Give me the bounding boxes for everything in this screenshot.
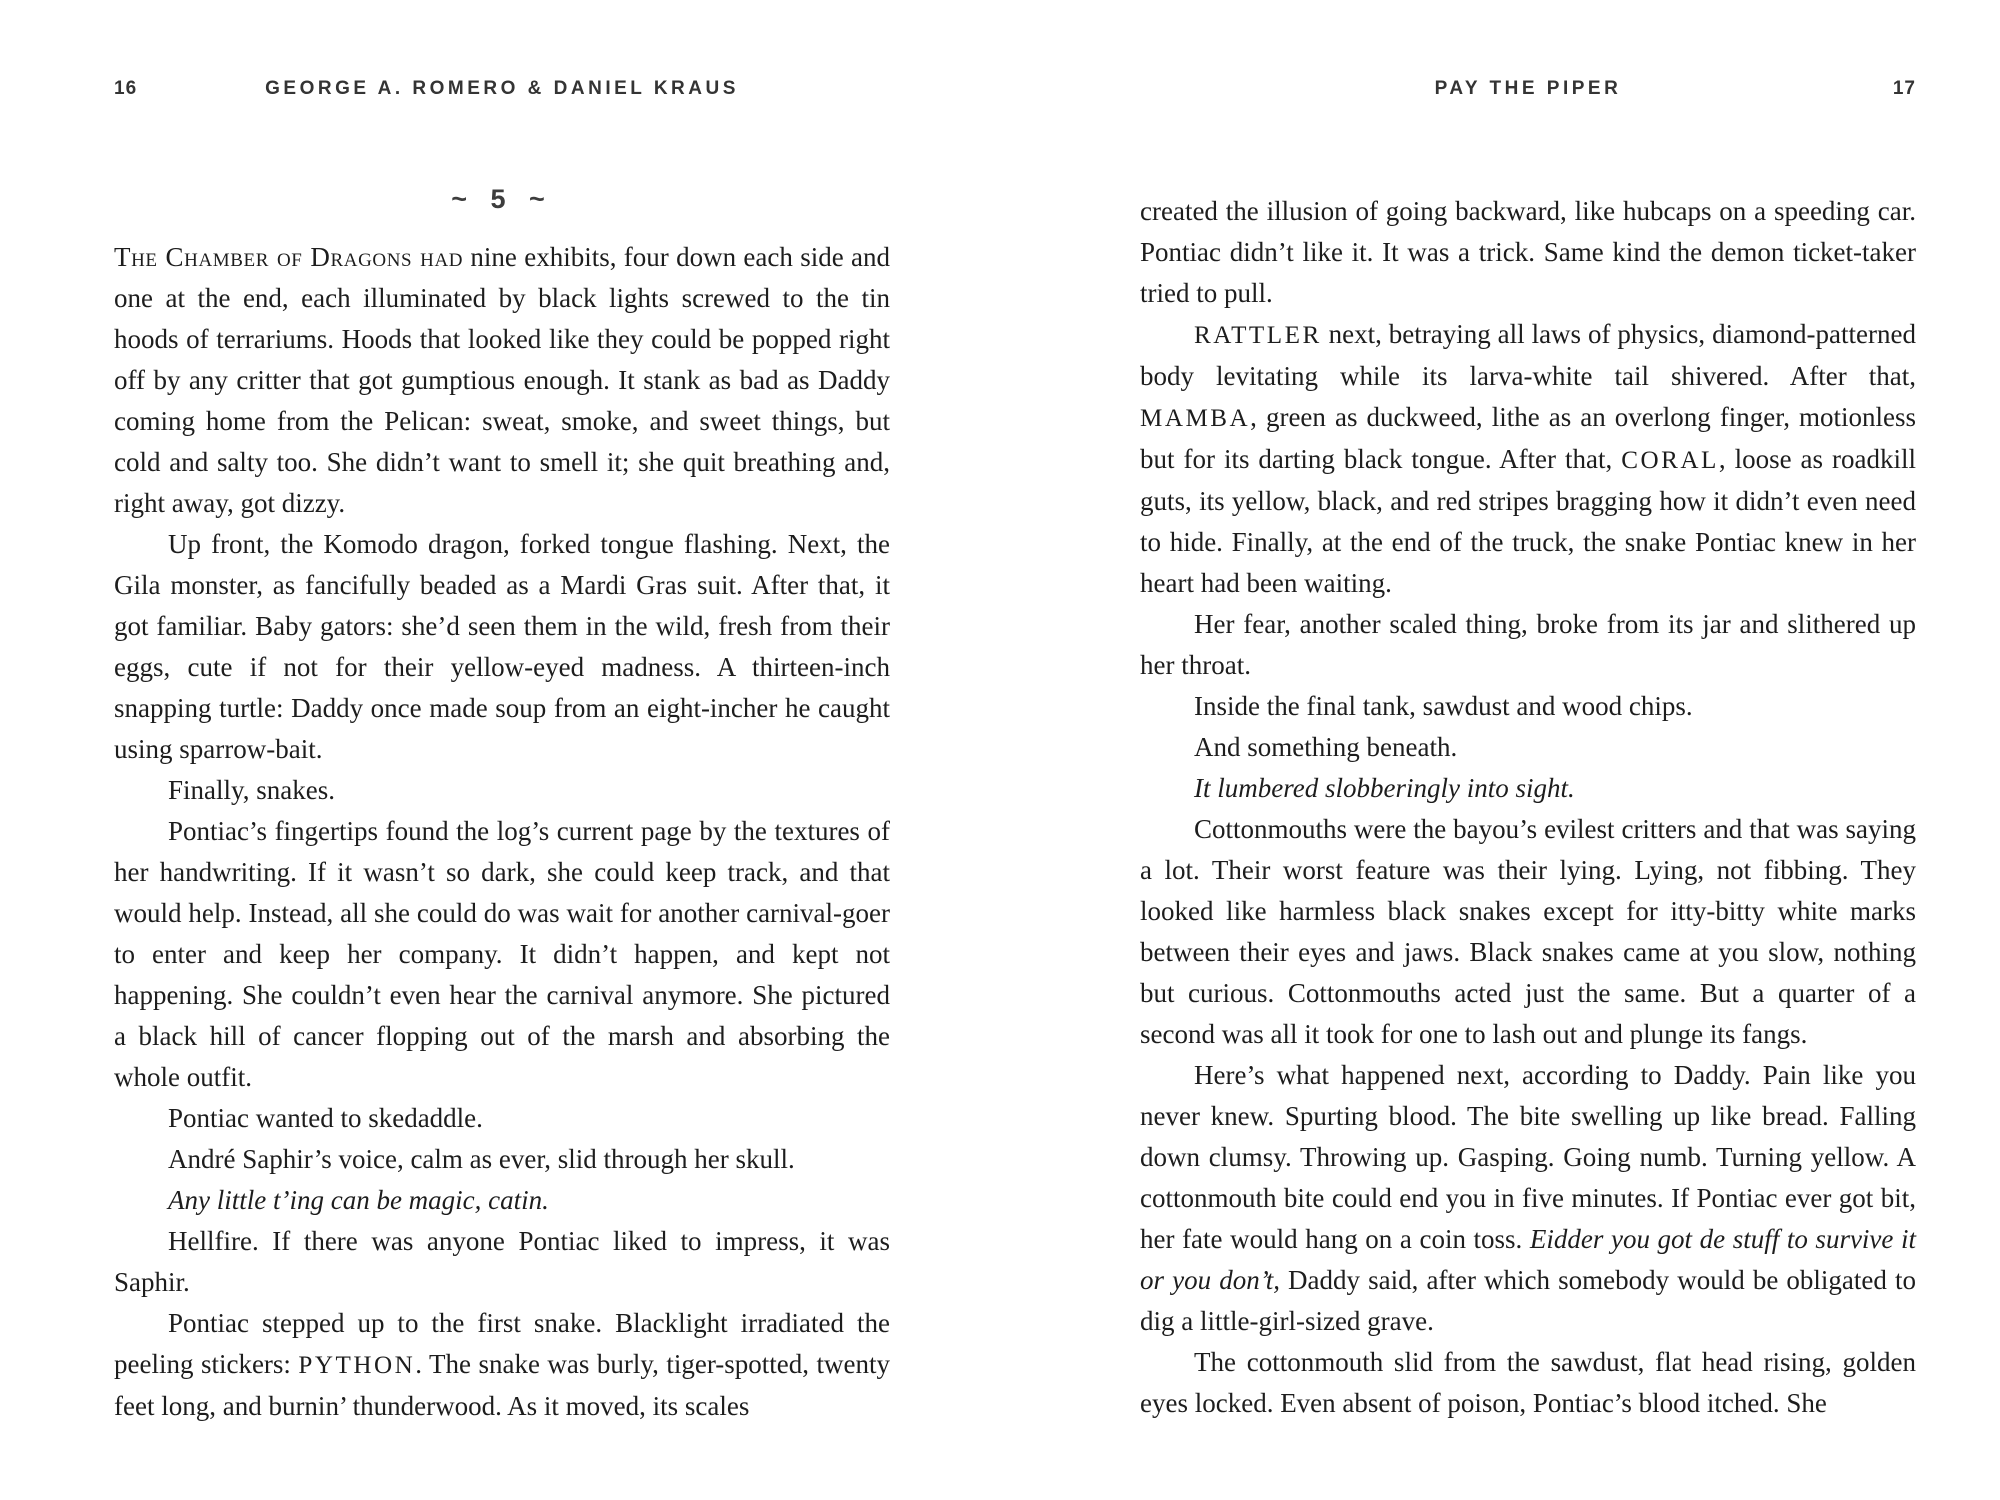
text-segment: Pontiac’s fingertips found the log’s current page by the textures of her handwriting. If it wasn’t so dark, she could keep track, and that would help. Instead, all she could do was wait for another carnival-goer to enter and keep her company. It didn’t happen, and kept not happening. She couldn’t even hear the carnival anymore. She pictured a black hill of cancer flopping out of the marsh and absorbing the whole outfit. [114,816,890,1092]
paragraph [114,770,890,811]
text-segment: Inside the final tank, sawdust and wood chips. [1194,691,1693,721]
page-header-left [114,78,890,104]
text-segment: Pontiac stepped up to the first snake. Blacklight irradiated the peeling stickers: [114,1308,890,1379]
text-segment: RATTLER [1194,322,1322,349]
page-header-right [1140,78,1916,104]
paragraph [114,1139,890,1180]
page-left [114,0,890,1500]
text-segment: The Chamber of Dragons had [114,242,464,272]
text-segment: Cottonmouths were the bayou’s evilest critters and that was saying a lot. Their worst feature was their lying. Lying, not fibbing. They looked like harmless black snakes except for itty-bitty white marks between their eyes and jaws. Black snakes came at you slow, nothing but curious. Cottonmouths acted just the same. But a quarter of a second was all it took for one to lash out and plunge its fangs. [1140,814,1916,1049]
paragraph [114,1221,890,1303]
page-number-left: 16 [114,78,138,99]
text-segment: MAMBA [1140,405,1251,432]
paragraph [1140,686,1916,727]
text-segment: Daddy said, after which somebody would be obligated to dig a little-girl-sized grave. [1140,1265,1916,1336]
running-header-left: GEORGE A. ROMERO & DANIEL KRAUS [265,78,739,99]
page-body-right [1140,191,1916,1424]
text-segment: , loose as roadkill guts, its yellow, black, and red stripes bragging how it didn’t even need to hide. Finally, at the end of the truck, the snake Pontiac knew in her heart had been waiting. [1140,444,1916,598]
text-segment: . The snake was burly, tiger-spotted, twenty feet long, and burnin’ thunderwood. As it moved, its scales [114,1349,890,1421]
running-header-right: PAY THE PIPER [1434,78,1622,99]
paragraph [114,1098,890,1139]
page-right [1140,0,1916,1500]
paragraph [1140,768,1916,809]
text-segment: The cottonmouth slid from the sawdust, flat head rising, golden eyes locked. Even absent of poison, Pontiac’s blood itched. She [1140,1347,1916,1418]
text-segment: CORAL [1621,447,1719,474]
chapter-heading: ~ 5 ~ [451,184,553,214]
text-segment: Pontiac wanted to skedaddle. [168,1103,483,1133]
text-segment: PYTHON [298,1352,416,1379]
text-segment: Hellfire. If there was anyone Pontiac liked to impress, it was Saphir. [114,1226,890,1297]
page-left-paragraphs [114,237,890,1427]
paragraph [114,237,890,524]
text-segment: nine exhibits, four down each side and one at the end, each illuminated by black lights screwed to the tin hoods of terrariums. Hoods that looked like they could be popped right off by any critter that got gumptious enough. It stank as bad as Daddy coming home from the Pelican: sweat, smoke, and sweet things, but cold and salty too. She didn’t want to smell it; she quit breathing and, right away, got dizzy. [114,242,891,518]
text-segment: Any little t’ing can be magic, catin. [168,1185,549,1215]
paragraph [114,524,890,770]
text-segment: It lumbered slobberingly into sight. [1194,773,1575,803]
page-body-left [114,186,890,1427]
paragraph [114,1303,890,1427]
text-segment: André Saphir’s voice, calm as ever, slid through her skull. [168,1144,795,1174]
text-segment: Her fear, another scaled thing, broke from its jar and slithered up her throat. [1140,609,1916,680]
paragraph [1140,191,1916,314]
paragraph [1140,604,1916,686]
paragraph [1140,809,1916,1055]
text-segment: And something beneath. [1194,732,1458,762]
page-number-right: 17 [1892,78,1916,99]
text-segment: Up front, the Komodo dragon, forked tongue flashing. Next, the Gila monster, as fancifully beaded as a Mardi Gras suit. After that, it got familiar. Baby gators: she’d seen them in the wild, fresh from their eggs, cute if not for their yellow-eyed madness. A thirteen-inch snapping turtle: Daddy once made soup from an eight-incher he caught using sparrow-bait. [114,529,890,764]
paragraph [1140,1055,1916,1342]
page-right-paragraphs [1140,191,1916,1424]
paragraph [1140,727,1916,768]
text-segment: Here’s what happened next, according to Daddy. Pain like you never knew. Spurting blood. The bite swelling up like bread. Falling down clumsy. Throwing up. Gasping. Going numb. Turning yellow. A cottonmouth bite could end you in five minutes. If Pontiac ever got bit, her fate would hang on a coin toss. [1140,1060,1916,1254]
text-segment: next, betraying all laws of physics, diamond-patterned body levitating while its larva-white tail shivered. After that, [1140,319,1916,391]
text-segment: created the illusion of going backward, like hubcaps on a speeding car. Pontiac didn’t like it. It was a trick. Same kind the demon ticket-taker tried to pull. [1140,196,1916,308]
text-segment: , green as duckweed, lithe as an overlong finger, motionless but for its darting black tongue. After that, [1140,402,1916,474]
paragraph [114,1180,890,1221]
paragraph [1140,314,1916,604]
text-segment: Eidder you got de stuff to survive it or you don’t, [1140,1224,1916,1295]
text-segment: Finally, snakes. [168,775,335,805]
paragraph [1140,1342,1916,1424]
paragraph [114,811,890,1098]
